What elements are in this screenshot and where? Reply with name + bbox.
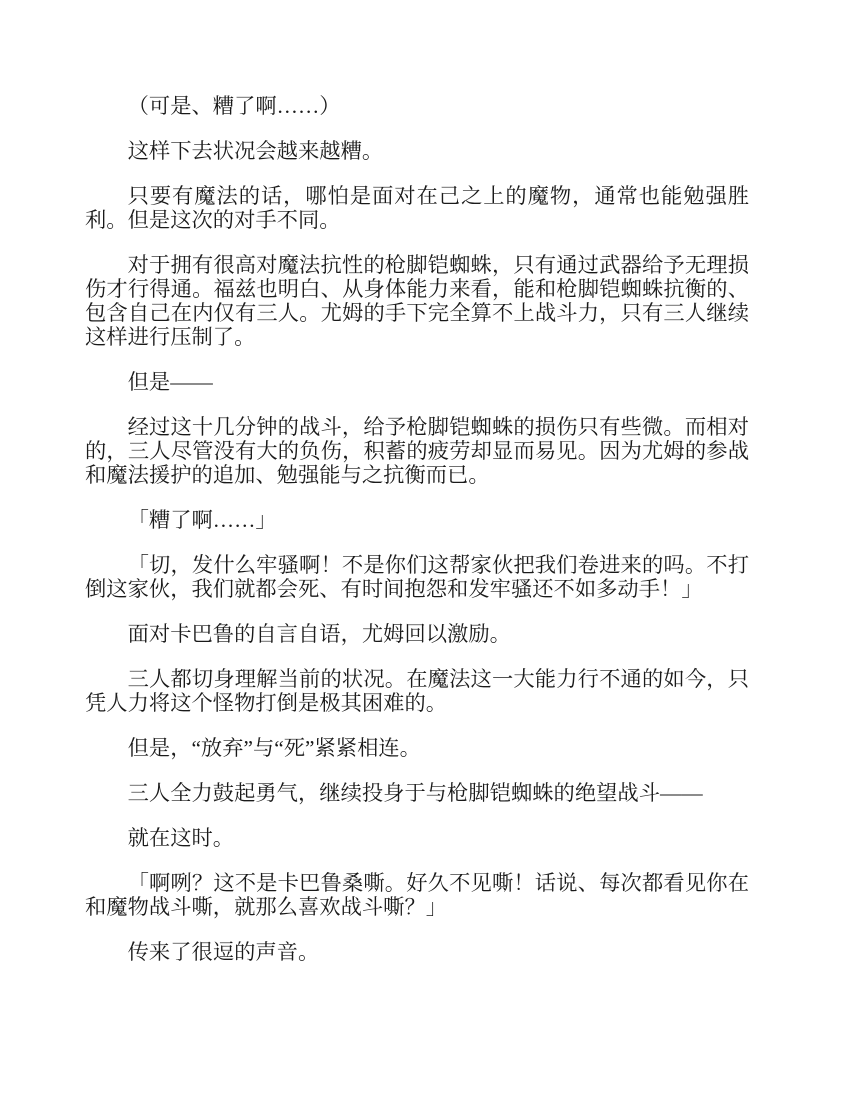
narration-paragraph: 传来了很逗的声音。 xyxy=(127,940,320,964)
narration-paragraph: 但是—— xyxy=(127,370,213,394)
narration-paragraph: 面对卡巴鲁的自言自语，尤姆回以激励。 xyxy=(127,622,511,646)
thought-paragraph: （可是、糟了啊……） xyxy=(127,94,341,118)
narration-paragraph: 经过这十几分钟的战斗，给予枪脚铠蜘蛛的损伤只有些微。而相对的，三人尽管没有大的负伤，积蓄的疲劳却显而易见。因为尤姆的参战和魔法援护的追加、勉强能与之抗衡而已。 xyxy=(85,415,749,487)
narration-paragraph: 三人全力鼓起勇气，继续投身于与枪脚铠蜘蛛的绝望战斗—— xyxy=(127,781,703,805)
narration-paragraph: 对于拥有很高对魔法抗性的枪脚铠蜘蛛，只有通过武器给予无理损伤才行得通。福兹也明白、从身体能力来看，能和枪脚铠蜘蛛抗衡的、包含自己在内仅有三人。尤姆的手下完全算不上战斗力，只有三人继续这样进行压制了。 xyxy=(85,253,749,349)
dialogue-paragraph: 「切，发什么牢骚啊！不是你们这帮家伙把我们卷进来的吗。不打倒这家伙，我们就都会死、有时间抱怨和发牢骚还不如多动手！」 xyxy=(85,553,749,601)
narration-paragraph: 但是，“放弃”与“死”紧紧相连。 xyxy=(127,736,421,760)
narration-paragraph: 三人都切身理解当前的状况。在魔法这一大能力行不通的如今，只凭人力将这个怪物打倒是极其困难的。 xyxy=(85,667,749,715)
narration-paragraph: 这样下去状况会越来越糟。 xyxy=(127,139,384,163)
dialogue-paragraph: 「糟了啊……」 xyxy=(127,508,277,532)
narration-paragraph: 就在这时。 xyxy=(127,826,235,850)
dialogue-paragraph: 「啊咧？这不是卡巴鲁桑嘶。好久不见嘶！话说、每次都看见你在和魔物战斗嘶，就那么喜欢战斗嘶？」 xyxy=(85,871,749,919)
narration-paragraph: 只要有魔法的话，哪怕是面对在己之上的魔物，通常也能勉强胜利。但是这次的对手不同。 xyxy=(85,184,749,232)
